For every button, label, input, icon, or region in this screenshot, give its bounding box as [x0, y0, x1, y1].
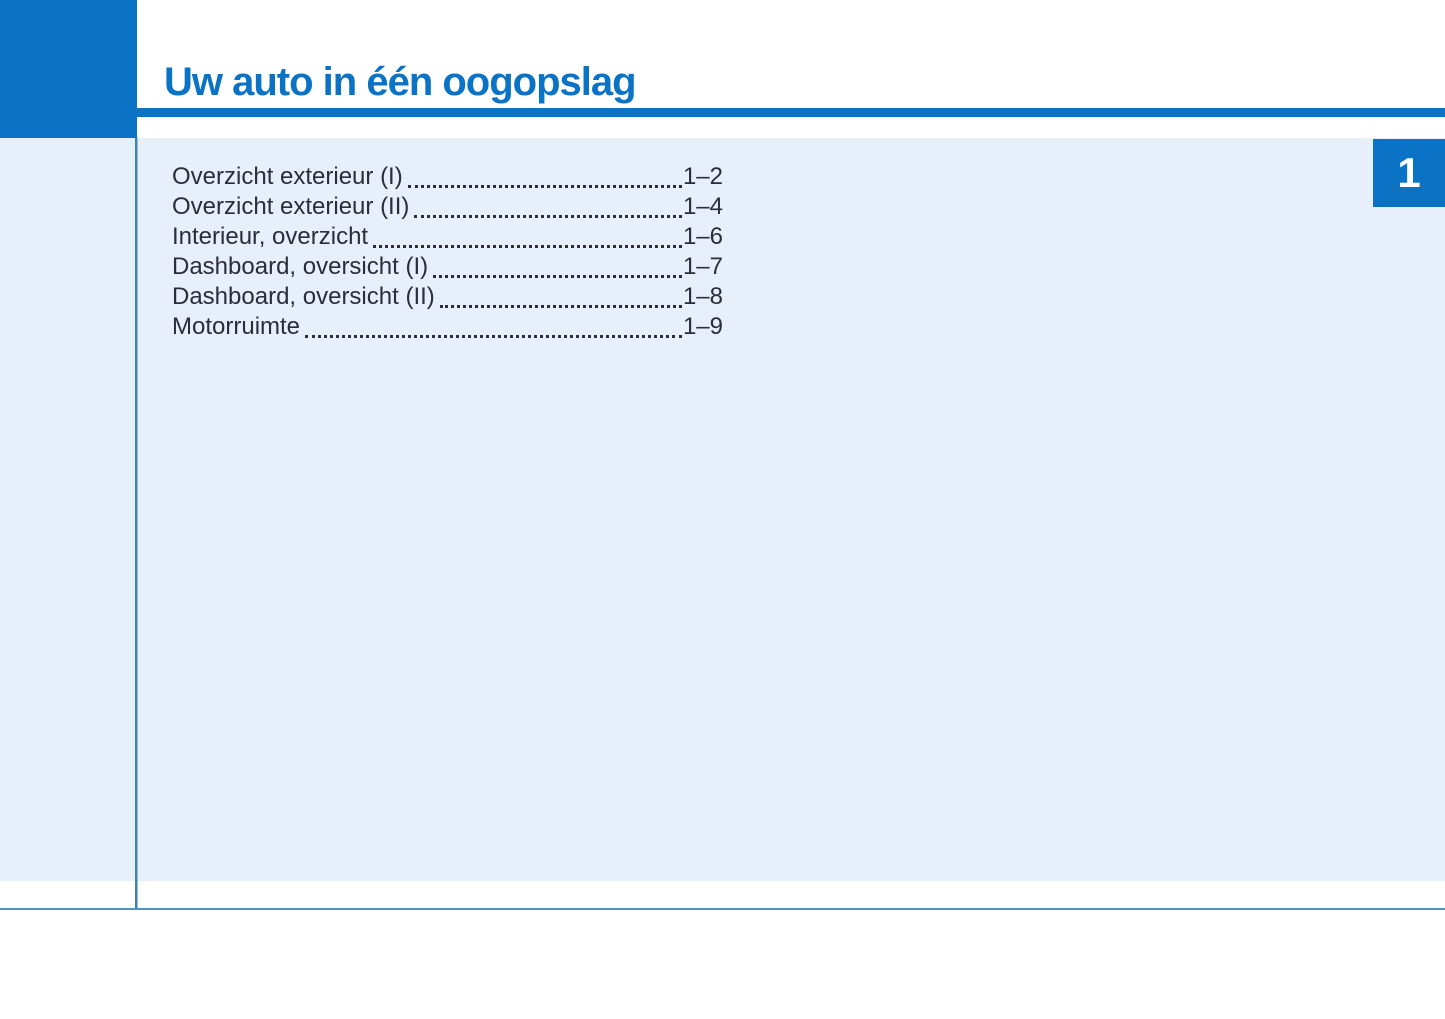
toc-leader-dots — [435, 282, 683, 312]
table-of-contents — [172, 162, 723, 342]
toc-page-number: 1–7 — [682, 253, 723, 280]
corner-accent-block — [0, 0, 137, 138]
toc-page-number: 1–4 — [682, 193, 723, 220]
toc-leader-dots — [409, 192, 683, 222]
toc-entry[interactable] — [172, 192, 723, 222]
toc-entry[interactable] — [172, 252, 723, 282]
toc-entry[interactable] — [172, 162, 723, 192]
left-margin-panel — [0, 138, 135, 881]
toc-page-number: 1–8 — [682, 283, 723, 310]
toc-entry-label: Dashboard, oversicht (I) — [172, 253, 429, 280]
toc-entry-label: Motorruimte — [172, 313, 301, 340]
bottom-rule-line — [0, 908, 1445, 910]
toc-page-number: 1–6 — [682, 223, 723, 250]
title-underline-bar — [137, 108, 1445, 117]
toc-entry-label: Overzicht exterieur (II) — [172, 193, 410, 220]
chapter-number: 1 — [1397, 149, 1421, 196]
page-title: Uw auto in één oogopslag — [164, 60, 636, 104]
toc-entry[interactable] — [172, 222, 723, 252]
toc-entry-label: Overzicht exterieur (I) — [172, 163, 403, 190]
toc-leader-dots — [403, 162, 683, 192]
toc-entry-label: Interieur, overzicht — [172, 223, 369, 250]
toc-page-number: 1–2 — [682, 163, 723, 190]
toc-leader-dots — [368, 222, 683, 252]
toc-leader-dots — [300, 312, 683, 342]
chapter-tab — [1373, 139, 1445, 207]
toc-entry[interactable] — [172, 282, 723, 312]
toc-entry-label: Dashboard, oversicht (II) — [172, 283, 435, 310]
toc-page-number: 1–9 — [682, 313, 723, 340]
vertical-divider-line — [135, 138, 138, 909]
toc-entry[interactable] — [172, 312, 723, 342]
toc-leader-dots — [428, 252, 683, 282]
